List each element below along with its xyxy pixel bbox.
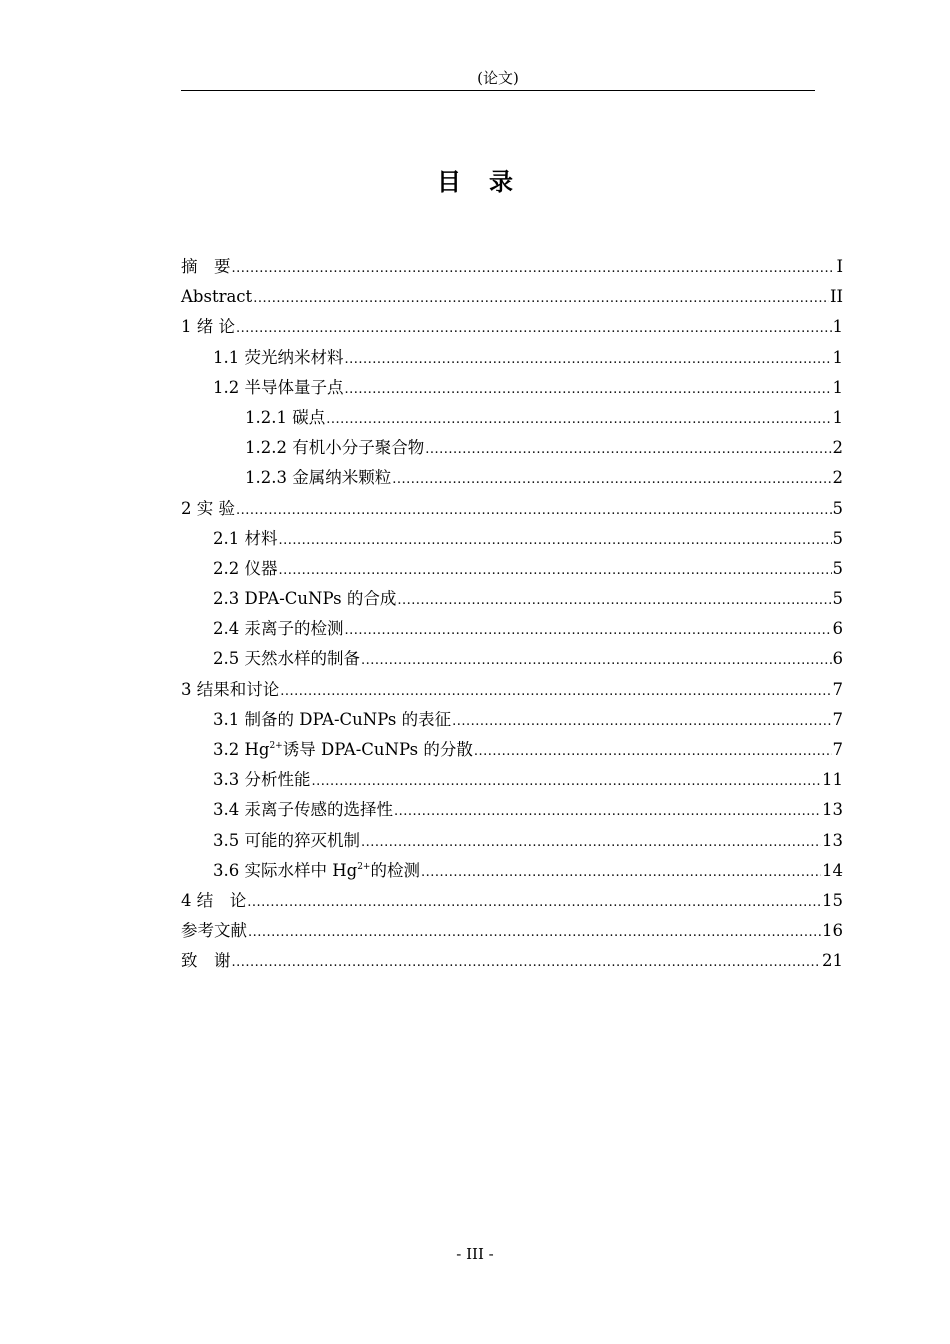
toc-entry-page-number: 13 bbox=[822, 830, 843, 850]
toc-dot-leader bbox=[248, 918, 821, 948]
toc-entry[interactable] bbox=[181, 494, 843, 524]
footer-page-number: - III - bbox=[456, 1245, 494, 1263]
toc-entry-label: 1.2.2 有机小分子聚合物 bbox=[245, 438, 425, 458]
toc-entry-page-number: 1 bbox=[832, 377, 843, 397]
toc-entry-page-number: 5 bbox=[832, 528, 843, 548]
toc-entry[interactable] bbox=[181, 373, 843, 403]
toc-entry[interactable] bbox=[181, 252, 843, 282]
toc-entry[interactable] bbox=[181, 312, 843, 342]
toc-entry-page-number: 5 bbox=[832, 498, 843, 518]
toc-dot-leader bbox=[474, 737, 832, 767]
toc-dot-leader bbox=[312, 767, 822, 797]
toc-entry[interactable] bbox=[181, 343, 843, 373]
toc-dot-leader bbox=[280, 677, 831, 707]
toc-entry-page-number: 5 bbox=[832, 558, 843, 578]
toc-dot-leader bbox=[392, 465, 831, 495]
toc-entry-page-number: I bbox=[836, 257, 843, 276]
toc-entry[interactable] bbox=[181, 644, 843, 674]
toc-entry[interactable] bbox=[181, 282, 843, 312]
toc-entry-label: 参考文献 bbox=[181, 921, 247, 941]
toc-entry-label: 2.5 天然水样的制备 bbox=[213, 649, 360, 669]
toc-entry-label-text: 3.6 实际水样中 Hg bbox=[213, 860, 358, 880]
toc-entry[interactable] bbox=[181, 916, 843, 946]
toc-entry[interactable] bbox=[181, 403, 843, 433]
toc-dot-leader bbox=[236, 496, 832, 526]
toc-entry[interactable] bbox=[181, 463, 843, 493]
toc-entry-label bbox=[213, 856, 420, 886]
toc-entry-label: 1 绪 论 bbox=[181, 317, 235, 337]
toc-entry-label bbox=[213, 735, 473, 765]
toc-entry-label-superscript: 2+ bbox=[269, 741, 283, 751]
toc-entry-label: 3.4 汞离子传感的选择性 bbox=[213, 800, 393, 820]
toc-entry[interactable] bbox=[181, 584, 843, 614]
toc-entry-label: 2.1 材料 bbox=[213, 528, 278, 548]
toc-entry-label-text: 3.2 Hg bbox=[213, 740, 270, 759]
toc-dot-leader bbox=[361, 646, 832, 676]
toc-entry-label-text: 的检测 bbox=[370, 860, 420, 880]
toc-entry-label-superscript: 2+ bbox=[357, 861, 371, 872]
toc-dot-leader bbox=[361, 828, 821, 858]
toc-dot-leader bbox=[397, 586, 831, 616]
toc-entry-label: 2.2 仪器 bbox=[213, 558, 278, 578]
toc-entry-page-number: 6 bbox=[832, 649, 843, 669]
toc-dot-leader bbox=[247, 888, 821, 918]
toc-entry-page-number: 14 bbox=[822, 860, 843, 880]
toc-entry[interactable] bbox=[181, 675, 843, 705]
toc-entry-label: 3.3 分析性能 bbox=[213, 770, 311, 790]
toc-entry[interactable] bbox=[181, 765, 843, 795]
toc-entry-page-number: 1 bbox=[832, 407, 843, 427]
toc-entry-page-number: 7 bbox=[832, 740, 843, 759]
toc-dot-leader bbox=[345, 345, 832, 375]
toc-dot-leader bbox=[394, 797, 821, 827]
toc-entry-page-number: 11 bbox=[822, 770, 843, 790]
toc-dot-leader bbox=[253, 284, 829, 314]
toc-entry-label: 2.3 DPA-CuNPs 的合成 bbox=[213, 589, 397, 609]
toc-entry-page-number: II bbox=[829, 287, 843, 307]
toc-entry-label: 2 实 验 bbox=[181, 498, 235, 518]
toc-entry[interactable] bbox=[181, 705, 843, 735]
toc-entry-label: 致 谢 bbox=[181, 951, 231, 971]
toc-entry-label: 2.4 汞离子的检测 bbox=[213, 619, 344, 639]
toc-entry-label: 3.5 可能的猝灭机制 bbox=[213, 830, 360, 850]
toc-dot-leader bbox=[345, 616, 832, 646]
toc-entry[interactable] bbox=[181, 524, 843, 554]
toc-dot-leader bbox=[232, 948, 822, 978]
toc-entry[interactable] bbox=[181, 735, 843, 765]
toc-entry-page-number: 2 bbox=[832, 468, 843, 488]
table-of-contents bbox=[181, 252, 843, 977]
toc-entry-page-number: 15 bbox=[822, 890, 843, 910]
toc-dot-leader bbox=[279, 556, 832, 586]
header-text: (论文) bbox=[477, 69, 519, 87]
toc-dot-leader bbox=[236, 314, 832, 344]
toc-entry-page-number: 13 bbox=[822, 800, 843, 820]
toc-entry-page-number: 7 bbox=[832, 679, 843, 699]
toc-entry-label: 3 结果和讨论 bbox=[181, 679, 280, 699]
toc-entry-label-text: 诱导 DPA-CuNPs 的分散 bbox=[282, 740, 473, 759]
page-header bbox=[181, 68, 815, 91]
toc-entry-label: 摘 要 bbox=[181, 257, 231, 276]
toc-entry-page-number: 16 bbox=[822, 921, 843, 941]
page-title: 目录 bbox=[437, 168, 541, 196]
toc-entry-page-number: 1 bbox=[832, 317, 843, 337]
toc-entry[interactable] bbox=[181, 795, 843, 825]
toc-entry[interactable] bbox=[181, 614, 843, 644]
toc-entry-page-number: 7 bbox=[832, 709, 843, 729]
toc-entry-label: 1.2.1 碳点 bbox=[245, 407, 326, 427]
page-footer bbox=[0, 1245, 950, 1263]
toc-entry-page-number: 6 bbox=[832, 619, 843, 639]
toc-entry-page-number: 2 bbox=[832, 438, 843, 458]
toc-entry-label: 1.2.3 金属纳米颗粒 bbox=[245, 468, 392, 488]
toc-entry[interactable] bbox=[181, 826, 843, 856]
toc-entry[interactable] bbox=[181, 946, 843, 976]
toc-entry[interactable] bbox=[181, 856, 843, 886]
toc-entry-page-number: 1 bbox=[832, 347, 843, 367]
toc-dot-leader bbox=[425, 435, 831, 465]
toc-dot-leader bbox=[421, 858, 821, 888]
toc-entry-page-number: 21 bbox=[822, 951, 843, 971]
toc-dot-leader bbox=[326, 405, 831, 435]
toc-dot-leader bbox=[345, 375, 832, 405]
toc-entry-label: 1.1 荧光纳米材料 bbox=[213, 347, 344, 367]
toc-entry-label: 4 结 论 bbox=[181, 890, 247, 910]
toc-entry[interactable] bbox=[181, 554, 843, 584]
toc-entry-label: 1.2 半导体量子点 bbox=[213, 377, 344, 397]
toc-entry-page-number: 5 bbox=[832, 589, 843, 609]
toc-dot-leader bbox=[279, 526, 832, 556]
toc-entry-label: 3.1 制备的 DPA-CuNPs 的表征 bbox=[213, 709, 452, 729]
toc-entry[interactable] bbox=[181, 433, 843, 463]
toc-dot-leader bbox=[452, 707, 831, 737]
toc-entry[interactable] bbox=[181, 886, 843, 916]
toc-dot-leader bbox=[232, 254, 836, 284]
toc-entry-label: Abstract bbox=[181, 287, 253, 307]
